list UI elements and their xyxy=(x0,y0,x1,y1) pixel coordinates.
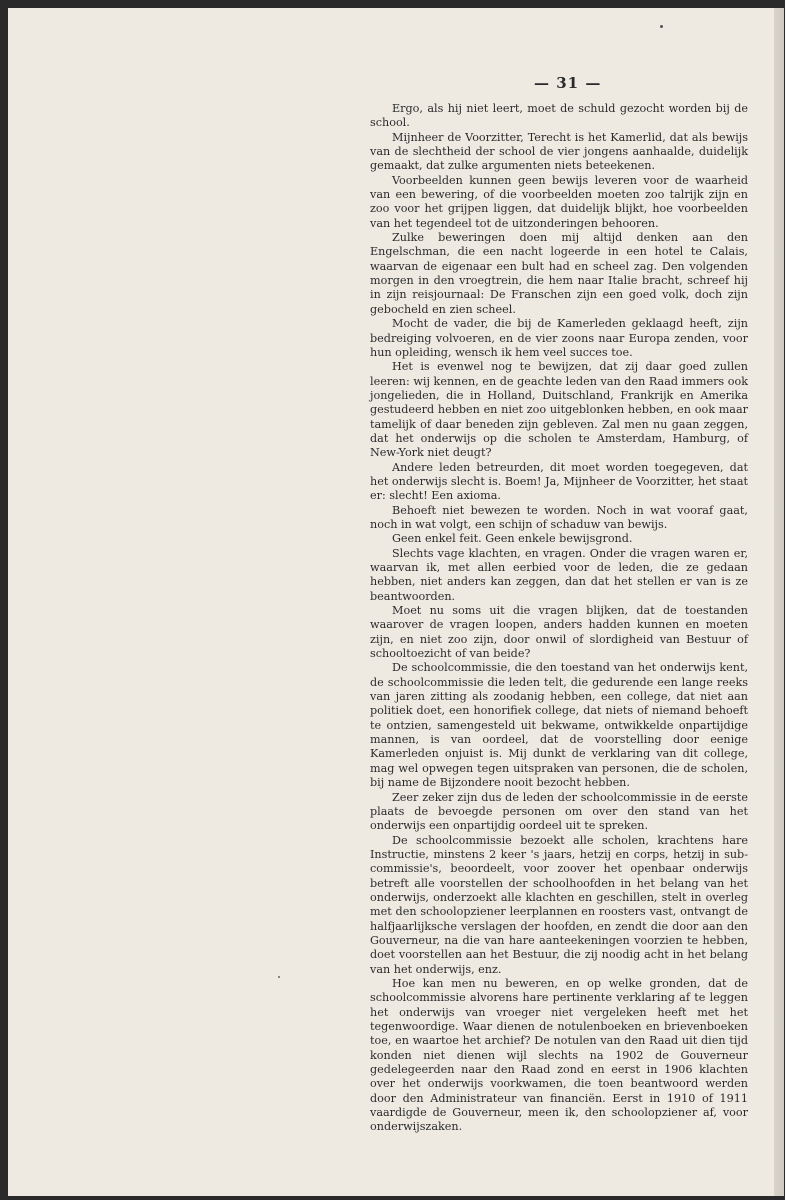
paragraph: Geen enkel feit. Geen enkele bewijsgrond. xyxy=(392,532,633,546)
paragraph: De schoolcommissie bezoekt alle scholen, krachtens hare Instructie, minstens 2 keer 's jaars, hetzij en corps, hetzij in sub-commissie's, beoordeelt, voor zoover het openbaar onderwijs betreft alle voorstellen der schoolhoofden in het belang van het onderwijs, onderzoekt alle klachten en geschillen, stelt in overleg met den schoolopziener leerplannen en roosters vast, ontvangt de halfjaarlijksche verslagen der hoofden, en zendt die door aan den Gouverneur, na die van hare aanteekeningen voorzien te hebben, doet voorstellen aan het Bestuur, die zij noodig acht in het belang van het onderwijs, enz. xyxy=(370,833,748,976)
paragraph: Andere leden betreurden, dit moet worden toegegeven, dat het onderwijs slecht is. Boem! Ja, Mijnheer de Voorzitter, het staat er: slecht! Een axioma. xyxy=(370,460,748,503)
paragraph: Hoe kan men nu beweren, en op welke gronden, dat de schoolcommissie alvorens hare pertinente verklaring af te leggen het onderwijs van vroeger niet vergeleken heeft met het tegenwoordige. Waar dienen de notulenboeken en brievenboeken toe, en waartoe het archief? De notulen van den Raad uit dien tijd konden niet dienen wijl slechts na 1902 de Gouverneur gedelegeerden naar den Raad zond en eerst in 1906 klachten over het onderwijs voorkwamen, die toen beantwoord werden door den Administrateur van financiën. Eerst in 1910 of 1911 vaardigde de Gouverneur, meen ik, den schoolopziener af, voor onderwijszaken. xyxy=(370,976,748,1134)
scan-frame xyxy=(8,8,784,1196)
paragraph: Ergo, als hij niet leert, moet de schuld gezocht worden bij de school. xyxy=(370,102,748,130)
paragraph: Mijnheer de Voorzitter, Terecht is het Kamerlid, dat als bewijs van de slechtheid der school de vier jongens aanhaalde, duidelijk gemaakt, dat zulke argumenten niets beteekenen. xyxy=(370,130,748,173)
page-edge xyxy=(774,8,784,1196)
paragraph: Het is evenwel nog te bewijzen, dat zij daar goed zullen leeren: wij kennen, en de geachte leden van den Raad immers ook jongelieden, die in Holland, Duitschland, Frankrijk en Amerika gestudeerd hebben en niet zoo uitgeblonken hebben, en ook maar tamelijk of daar beneden zijn gebleven. Zal men nu gaan zeggen, dat het onderwijs op die scholen te Amsterdam, Hamburg, of New-York niet deugt? xyxy=(370,360,748,460)
paragraph: Zeer zeker zijn dus de leden der schoolcommissie in de eerste plaats de bevoegde personen om over den stand van het onderwijs een onpartijdig oordeel uit te spreken. xyxy=(370,790,748,833)
paragraph: Zulke beweringen doen mij altijd denken aan den Engelschman, die een nacht logeerde in een hotel te Calais, waarvan de eigenaar een bult had en scheel zag. Den volgenden morgen in den vroegtrein, die hem naar Italie bracht, schreef hij in zijn reisjournaal: De Franschen zijn een goed volk, doch zijn gebocheld en zien scheel. xyxy=(370,231,748,316)
text-column xyxy=(370,102,748,1135)
paragraph: Voorbeelden kunnen geen bewijs leveren voor de waarheid van een bewering, of die voorbeelden moeten zoo talrijk zijn en zoo voor het grijpen liggen, dat duidelijk blijkt, hoe voorbeelden van het tegendeel tot de uitzonderingen behooren. xyxy=(370,173,748,230)
paragraph: Slechts vage klachten, en vragen. Onder die vragen waren er, waarvan ik, met allen eerbied voor de leden, die ze gedaan hebben, niet anders kan zeggen, dan dat het stellen er van is ze beantwoorden. xyxy=(370,546,748,603)
document-page xyxy=(8,8,772,1196)
paragraph: Behoeft niet bewezen te worden. Noch in wat vooraf gaat, noch in wat volgt, een schijn of schaduw van bewijs. xyxy=(370,503,748,531)
paragraph: Moet nu soms uit die vragen blijken, dat de toestanden waarover de vragen loopen, anders hadden kunnen en moeten zijn, en niet zoo zijn, door onwil of slordigheid van Bestuur of schooltoezicht of van beide? xyxy=(370,604,748,661)
paragraph: De schoolcommissie, die den toestand van het onderwijs kent, de schoolcommissie die leden telt, die gedurende een lange reeks van jaren zitting als zoodanig hebben, een college, dat niet aan politiek doet, een honorifiek college, dat niets of niemand behoeft te ontzien, samengesteld uit bekwame, ontwikkelde onpartijdige mannen, is van oordeel, dat de voorstelling door eenige Kamerleden onjuist is. Mij dunkt de verklaring van dit college, mag wel opwegen tegen uitspraken van personen, die de scholen, bij name de Bijzondere nooit bezocht hebben. xyxy=(370,661,748,790)
speck xyxy=(660,25,663,28)
page-number: — 31 — xyxy=(534,74,602,92)
speck xyxy=(278,976,280,978)
paragraph: Mocht de vader, die bij de Kamerleden geklaagd heeft, zijn bedreiging volvoeren, en de vier zoons naar Europa zenden, voor hun opleiding, wensch ik hem veel succes toe. xyxy=(370,317,748,359)
